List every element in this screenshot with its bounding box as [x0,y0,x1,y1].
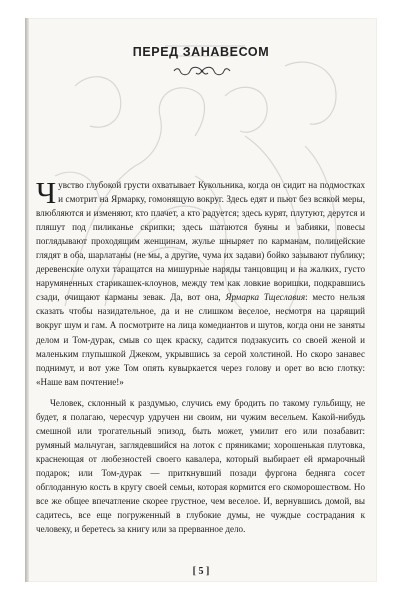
page-spine-shadow [25,18,29,582]
body-text [36,175,365,536]
paragraph-1-text-b: : место нельзя сказать чтобы назидательное, да и не слишком веселое, несмотря на царящий вокруг шум и гам. А посмотрите на лица комедиантов и шутов, когда они не заняты делом и Том-дурак, смыв со щек краску, садится подзакусить со своей женой и маленьким глупышкой Джеком, укрывшись за серой холстиной. Но скоро занавес поднимут, и вот уже Том опять кувыркается через голову и орет во всю глотку: «Наше вам почтение!» [36,292,365,387]
paragraph-1-italic: Ярмарка Тщеславия [225,292,306,303]
drop-cap: Ч [36,175,57,210]
book-page [25,18,377,582]
paragraph-1 [36,175,365,389]
ornament-flourish-icon [172,64,232,78]
page-number: [ 5 ] [192,566,210,577]
chapter-title: ПЕРЕД ЗАНАВЕСОМ [132,45,270,59]
paragraph-2: Человек, склонный к раздумью, случись ему бродить по такому гульбищу, не будет, я полагаю, чересчур удручен ни своим, ни чужим весельем. Какой-нибудь смешной или трогательный эпизод, быть может, умилит его или позабавит: румяный мальчуган, заглядевшийся на лоток с пряниками; хорошенькая плутовка, краснеющая от любезностей своего кавалера, который выбирает ей ярмарочный подарок; или Том-дурак — приткнувший позади фургона бедняга сосет обглоданную кость в кругу своей семьи, которая кормится его скоморошеством. Но все же общее впечатление скорее грустное, чем веселое. И, вернувшись домой, вы садитесь, все еще погруженный в глубокие думы, не чуждые сострадания к человеку, и беретесь за книгу или за прерванное дело. [36,397,365,535]
paragraph-1-text-a: увство глубокой грусти охватывает Кукольника, когда он сидит на подмостках и смотрит на Ярмарку, гомонящую вокруг. Здесь едят и пьют без всякой меры, влюбляются и изменяют, кто плачет, а кто радуется; здесь курят, плутуют, дерутся и пляшут под пиликанье скрипки; здесь шатаются буяны и забияки, повесы поглядывают проходящим женщинам, жулье шныряет по карманам, полицейские глядят в оба, шарлатаны (не мы, а другие, чума их задави) бойко зазывают публику; деревенские олухи таращатся на мишурные наряды танцовщиц и на жалких, густо нарумяненных старикашек-клоунов, между тем как ловкие воришки, подкравшись сзади, очищают карманы зевак. Да, вот она, [36,180,365,303]
